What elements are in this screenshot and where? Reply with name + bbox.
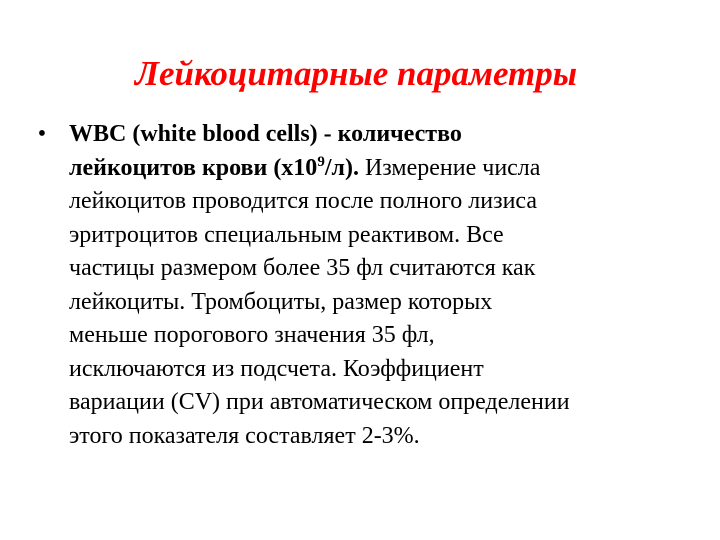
text-line-3: лейкоцитов проводится после полного лизиса xyxy=(69,188,538,214)
text-line-2 xyxy=(69,152,692,186)
text-line-6: лейкоциты. Тромбоциты, размер которых xyxy=(69,288,493,315)
text-line-2-bold-b: /л). xyxy=(324,154,359,181)
text-line-7: меньше порогового значения 35 фл, xyxy=(69,322,435,348)
text-line-8: исключаются из подсчета. Коэффициент xyxy=(69,355,484,382)
text-line-9: вариации (CV) при автоматическом определении xyxy=(69,389,570,415)
text-line-2-bold-a: лейкоцитов крови (x10 xyxy=(69,154,318,181)
text-line-1: WBC (white blood cells) - количество xyxy=(69,121,462,147)
bullet-icon: • xyxy=(37,121,47,147)
bullet-list xyxy=(32,118,692,453)
text-line-10: этого показателя составляет 2-3%. xyxy=(69,422,420,449)
text-line-4: эритроцитов специальным реактивом. Все xyxy=(69,221,504,248)
text-line-5: частицы размером более 35 фл считаются как xyxy=(69,255,536,281)
superscript-exponent: 9 xyxy=(317,153,325,170)
text-line-2-rest: Измерение числа xyxy=(358,154,541,181)
list-item xyxy=(32,118,692,453)
slide-title: Лейкоцитарные параметры xyxy=(134,54,578,93)
